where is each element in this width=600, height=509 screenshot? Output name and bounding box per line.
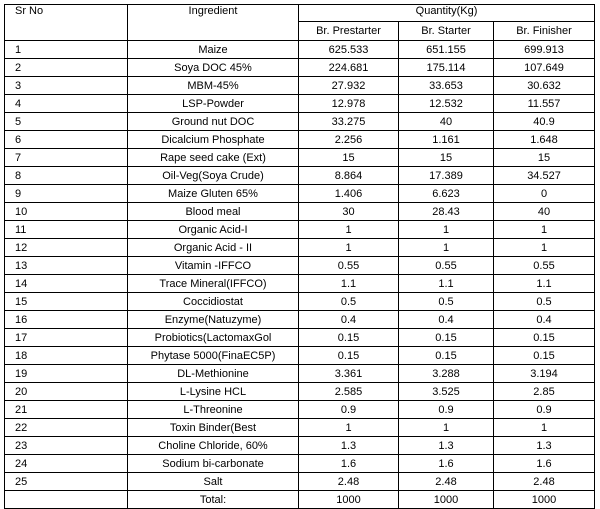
ingredient-cell: Soya DOC 45% [128,59,299,77]
finisher-cell: 0.5 [494,293,595,311]
table-row [5,239,595,257]
ingredient-cell: Toxin Binder(Best [128,419,299,437]
prestarter-cell: 0.5 [299,293,399,311]
finisher-cell: 30.632 [494,77,595,95]
table-row [5,203,595,221]
ingredient-cell: Coccidiostat [128,293,299,311]
table-body [5,41,595,509]
finisher-cell: 15 [494,149,595,167]
ingredient-cell: Rape seed cake (Ext) [128,149,299,167]
table-row [5,167,595,185]
prestarter-cell: 224.681 [299,59,399,77]
ingredient-cell: Trace Mineral(IFFCO) [128,275,299,293]
finisher-cell: 699.913 [494,41,595,59]
total-prestarter: 1000 [299,491,399,509]
ingredient-cell: L-Lysine HCL [128,383,299,401]
prestarter-cell: 0.55 [299,257,399,275]
prestarter-cell: 1 [299,419,399,437]
sr-no-cell: 1 [5,41,128,59]
sr-no-cell: 19 [5,365,128,383]
ingredient-cell: LSP-Powder [128,95,299,113]
ingredient-cell: Organic Acid-I [128,221,299,239]
sr-no-cell: 24 [5,455,128,473]
sr-no-cell: 25 [5,473,128,491]
prestarter-cell: 1.1 [299,275,399,293]
table-row [5,383,595,401]
starter-cell: 651.155 [399,41,494,59]
table-row [5,185,595,203]
starter-cell: 1.3 [399,437,494,455]
ingredient-cell: Probiotics(LactomaxGol [128,329,299,347]
table-row [5,329,595,347]
ingredient-cell: Salt [128,473,299,491]
finisher-cell: 40 [494,203,595,221]
table-row [5,113,595,131]
prestarter-cell: 0.9 [299,401,399,419]
sr-no-cell: 2 [5,59,128,77]
finisher-header: Br. Finisher [494,22,595,41]
total-finisher: 1000 [494,491,595,509]
sr-no-cell: 7 [5,149,128,167]
table-row [5,401,595,419]
starter-cell: 0.55 [399,257,494,275]
sr-no-cell: 21 [5,401,128,419]
total-empty-cell [5,491,128,509]
finisher-cell: 0.15 [494,329,595,347]
ingredient-cell: Maize Gluten 65% [128,185,299,203]
prestarter-cell: 15 [299,149,399,167]
table-row [5,257,595,275]
finisher-cell: 2.48 [494,473,595,491]
prestarter-cell: 2.48 [299,473,399,491]
sr-no-cell: 20 [5,383,128,401]
prestarter-cell: 27.932 [299,77,399,95]
starter-cell: 3.288 [399,365,494,383]
finisher-cell: 1.6 [494,455,595,473]
sr-no-header: Sr No [5,5,128,41]
header-row-main [5,5,595,22]
sr-no-cell: 18 [5,347,128,365]
quantity-header: Quantity(Kg) [299,5,595,22]
table-row [5,347,595,365]
total-label: Total: [128,491,299,509]
prestarter-cell: 0.15 [299,347,399,365]
finisher-cell: 0.55 [494,257,595,275]
table-row [5,221,595,239]
starter-cell: 0.4 [399,311,494,329]
feed-formulation-table [4,4,595,509]
finisher-cell: 0 [494,185,595,203]
table-row [5,77,595,95]
sr-no-cell: 11 [5,221,128,239]
ingredient-cell: MBM-45% [128,77,299,95]
sr-no-cell: 16 [5,311,128,329]
ingredient-cell: Vitamin -IFFCO [128,257,299,275]
sr-no-cell: 5 [5,113,128,131]
prestarter-cell: 33.275 [299,113,399,131]
prestarter-cell: 30 [299,203,399,221]
table-row [5,95,595,113]
sr-no-cell: 15 [5,293,128,311]
prestarter-cell: 1 [299,221,399,239]
table-row [5,41,595,59]
prestarter-cell: 1.406 [299,185,399,203]
prestarter-header: Br. Prestarter [299,22,399,41]
ingredient-cell: Maize [128,41,299,59]
finisher-cell: 3.194 [494,365,595,383]
finisher-cell: 34.527 [494,167,595,185]
finisher-cell: 0.4 [494,311,595,329]
starter-cell: 17.389 [399,167,494,185]
sr-no-cell: 9 [5,185,128,203]
finisher-cell: 1 [494,221,595,239]
prestarter-cell: 3.361 [299,365,399,383]
table-row [5,59,595,77]
prestarter-cell: 625.533 [299,41,399,59]
sr-no-cell: 14 [5,275,128,293]
ingredient-cell: Ground nut DOC [128,113,299,131]
ingredient-cell: L-Threonine [128,401,299,419]
total-row [5,491,595,509]
ingredient-cell: Blood meal [128,203,299,221]
starter-cell: 12.532 [399,95,494,113]
ingredient-cell: Oil-Veg(Soya Crude) [128,167,299,185]
sr-no-cell: 3 [5,77,128,95]
ingredient-cell: Enzyme(Natuzyme) [128,311,299,329]
prestarter-cell: 0.15 [299,329,399,347]
sr-no-cell: 12 [5,239,128,257]
starter-cell: 175.114 [399,59,494,77]
table-row [5,131,595,149]
total-starter: 1000 [399,491,494,509]
table-row [5,311,595,329]
prestarter-cell: 8.864 [299,167,399,185]
starter-cell: 2.48 [399,473,494,491]
sr-no-cell: 13 [5,257,128,275]
finisher-cell: 11.557 [494,95,595,113]
table-row [5,437,595,455]
prestarter-cell: 0.4 [299,311,399,329]
sr-no-cell: 22 [5,419,128,437]
starter-cell: 15 [399,149,494,167]
sr-no-cell: 17 [5,329,128,347]
ingredient-cell: Sodium bi-carbonate [128,455,299,473]
prestarter-cell: 1.6 [299,455,399,473]
starter-cell: 1.1 [399,275,494,293]
table-row [5,275,595,293]
sr-no-cell: 23 [5,437,128,455]
starter-cell: 40 [399,113,494,131]
prestarter-cell: 1.3 [299,437,399,455]
table-row [5,419,595,437]
sr-no-cell: 8 [5,167,128,185]
table-row [5,455,595,473]
table-row [5,293,595,311]
starter-cell: 1 [399,221,494,239]
finisher-cell: 0.15 [494,347,595,365]
table-row [5,365,595,383]
starter-cell: 1.161 [399,131,494,149]
ingredient-header: Ingredient [128,5,299,41]
ingredient-cell: Choline Chloride, 60% [128,437,299,455]
finisher-cell: 107.649 [494,59,595,77]
starter-cell: 3.525 [399,383,494,401]
finisher-cell: 1.3 [494,437,595,455]
starter-cell: 0.5 [399,293,494,311]
finisher-cell: 2.85 [494,383,595,401]
finisher-cell: 0.9 [494,401,595,419]
prestarter-cell: 2.256 [299,131,399,149]
finisher-cell: 1.1 [494,275,595,293]
table-row [5,473,595,491]
table-row [5,149,595,167]
starter-cell: 6.623 [399,185,494,203]
finisher-cell: 1 [494,239,595,257]
starter-cell: 1.6 [399,455,494,473]
finisher-cell: 1.648 [494,131,595,149]
sr-no-cell: 6 [5,131,128,149]
ingredient-cell: Organic Acid - II [128,239,299,257]
starter-cell: 1 [399,419,494,437]
prestarter-cell: 1 [299,239,399,257]
prestarter-cell: 12.978 [299,95,399,113]
sr-no-cell: 4 [5,95,128,113]
ingredient-cell: DL-Methionine [128,365,299,383]
starter-cell: 0.15 [399,329,494,347]
sr-no-cell: 10 [5,203,128,221]
starter-header: Br. Starter [399,22,494,41]
starter-cell: 0.9 [399,401,494,419]
starter-cell: 33.653 [399,77,494,95]
prestarter-cell: 2.585 [299,383,399,401]
finisher-cell: 40.9 [494,113,595,131]
ingredient-cell: Phytase 5000(FinaEC5P) [128,347,299,365]
starter-cell: 28.43 [399,203,494,221]
starter-cell: 0.15 [399,347,494,365]
starter-cell: 1 [399,239,494,257]
finisher-cell: 1 [494,419,595,437]
ingredient-cell: Dicalcium Phosphate [128,131,299,149]
